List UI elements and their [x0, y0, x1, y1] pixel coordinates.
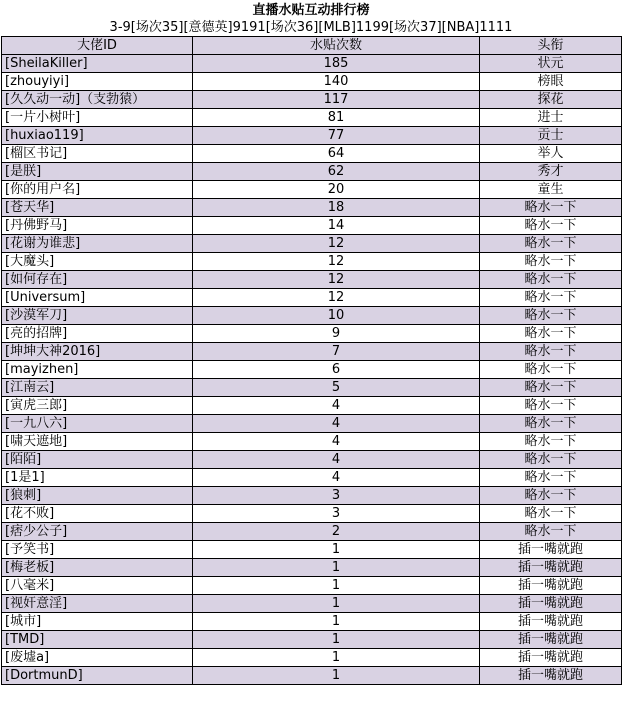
count-cell: 81 [193, 109, 480, 127]
count-cell: 1 [193, 613, 480, 631]
table-row [2, 307, 622, 325]
count-cell: 62 [193, 163, 480, 181]
table-row [2, 325, 622, 343]
table-row [2, 433, 622, 451]
user-cell: [一九八六] [2, 415, 193, 433]
rank-title-cell: 插一嘴就跑 [480, 613, 622, 631]
rank-title-cell: 略水一下 [480, 289, 622, 307]
count-cell: 12 [193, 235, 480, 253]
count-cell: 1 [193, 649, 480, 667]
count-cell: 1 [193, 541, 480, 559]
header-rank-title: 头衔 [480, 37, 622, 55]
rank-title-cell: 略水一下 [480, 343, 622, 361]
table-row [2, 397, 622, 415]
rank-title-cell: 插一嘴就跑 [480, 559, 622, 577]
count-cell: 1 [193, 667, 480, 685]
rank-title-cell: 略水一下 [480, 235, 622, 253]
rank-title-cell: 略水一下 [480, 523, 622, 541]
user-cell: [久久动一动]（支勃猿） [2, 91, 193, 109]
user-cell: [寅虎三郎] [2, 397, 193, 415]
user-cell: [苍天华] [2, 199, 193, 217]
user-cell: [SheilaKiller] [2, 55, 193, 73]
count-cell: 5 [193, 379, 480, 397]
count-cell: 1 [193, 631, 480, 649]
user-cell: [废墟a] [2, 649, 193, 667]
table-row [2, 163, 622, 181]
count-cell: 77 [193, 127, 480, 145]
rank-title-cell: 秀才 [480, 163, 622, 181]
count-cell: 140 [193, 73, 480, 91]
table-row [2, 73, 622, 91]
table-row [2, 577, 622, 595]
rank-title-cell: 略水一下 [480, 433, 622, 451]
rank-title-cell: 童生 [480, 181, 622, 199]
table-row [2, 271, 622, 289]
rank-title-cell: 进士 [480, 109, 622, 127]
user-cell: [梅老板] [2, 559, 193, 577]
count-cell: 1 [193, 559, 480, 577]
table-row [2, 649, 622, 667]
user-cell: [城市] [2, 613, 193, 631]
user-cell: [痞少公子] [2, 523, 193, 541]
user-cell: [亮的招牌] [2, 325, 193, 343]
user-cell: [视奸意淫] [2, 595, 193, 613]
count-cell: 185 [193, 55, 480, 73]
rank-title-cell: 插一嘴就跑 [480, 541, 622, 559]
table-row [2, 217, 622, 235]
table-row [2, 631, 622, 649]
rank-title-cell: 略水一下 [480, 469, 622, 487]
count-cell: 4 [193, 397, 480, 415]
user-cell: [花谢为谁悲] [2, 235, 193, 253]
user-cell: [榴区书记] [2, 145, 193, 163]
rank-title-cell: 略水一下 [480, 253, 622, 271]
rank-title-cell: 插一嘴就跑 [480, 631, 622, 649]
user-cell: [zhouyiyi] [2, 73, 193, 91]
count-cell: 2 [193, 523, 480, 541]
user-cell: [mayizhen] [2, 361, 193, 379]
table-row [2, 505, 622, 523]
table-row [2, 127, 622, 145]
ranking-table [1, 36, 622, 685]
count-cell: 20 [193, 181, 480, 199]
rank-title-cell: 插一嘴就跑 [480, 595, 622, 613]
table-row [2, 361, 622, 379]
user-cell: [八毫米] [2, 577, 193, 595]
rank-title-cell: 略水一下 [480, 505, 622, 523]
count-cell: 14 [193, 217, 480, 235]
rank-title-cell: 略水一下 [480, 487, 622, 505]
table-row [2, 451, 622, 469]
user-cell: [大魔头] [2, 253, 193, 271]
table-row [2, 667, 622, 685]
table-row [2, 541, 622, 559]
rank-title-cell: 略水一下 [480, 361, 622, 379]
table-row [2, 379, 622, 397]
user-cell: [予笑书] [2, 541, 193, 559]
user-cell: [DortmunD] [2, 667, 193, 685]
user-cell: [沙漠军刀] [2, 307, 193, 325]
count-cell: 3 [193, 487, 480, 505]
count-cell: 18 [193, 199, 480, 217]
count-cell: 7 [193, 343, 480, 361]
rank-title-cell: 举人 [480, 145, 622, 163]
count-cell: 6 [193, 361, 480, 379]
user-cell: [一片小树叶] [2, 109, 193, 127]
user-cell: [你的用户名] [2, 181, 193, 199]
table-row [2, 91, 622, 109]
table-row [2, 613, 622, 631]
table-row [2, 523, 622, 541]
table-row [2, 55, 622, 73]
table-row [2, 343, 622, 361]
rank-title-cell: 略水一下 [480, 271, 622, 289]
page-title: 直播水贴互动排行榜 [252, 3, 370, 18]
count-cell: 12 [193, 253, 480, 271]
user-cell: [如何存在] [2, 271, 193, 289]
header-count: 水贴次数 [193, 37, 480, 55]
rank-title-cell: 榜眼 [480, 73, 622, 91]
count-cell: 10 [193, 307, 480, 325]
rank-title-cell: 插一嘴就跑 [480, 577, 622, 595]
table-row [2, 145, 622, 163]
count-cell: 1 [193, 577, 480, 595]
user-cell: [1是1] [2, 469, 193, 487]
user-cell: [陌陌] [2, 451, 193, 469]
count-cell: 4 [193, 451, 480, 469]
rank-title-cell: 探花 [480, 91, 622, 109]
rank-title-cell: 略水一下 [480, 307, 622, 325]
rank-title-cell: 略水一下 [480, 397, 622, 415]
table-row [2, 415, 622, 433]
count-cell: 4 [193, 415, 480, 433]
table-row [2, 559, 622, 577]
table-row [2, 469, 622, 487]
rank-title-cell: 插一嘴就跑 [480, 667, 622, 685]
table-row [2, 487, 622, 505]
count-cell: 12 [193, 271, 480, 289]
table-row [2, 181, 622, 199]
table-row [2, 595, 622, 613]
user-cell: [花不败] [2, 505, 193, 523]
user-cell: [江南云] [2, 379, 193, 397]
user-cell: [丹佛野马] [2, 217, 193, 235]
user-cell: [坤坤大神2016] [2, 343, 193, 361]
header-user: 大佬ID [2, 37, 193, 55]
count-cell: 4 [193, 469, 480, 487]
user-cell: [huxiao119] [2, 127, 193, 145]
user-cell: [啸天遮地] [2, 433, 193, 451]
count-cell: 4 [193, 433, 480, 451]
count-cell: 64 [193, 145, 480, 163]
count-cell: 12 [193, 289, 480, 307]
rank-title-cell: 略水一下 [480, 451, 622, 469]
table-row [2, 109, 622, 127]
table-header-row [2, 37, 622, 55]
rank-title-cell: 插一嘴就跑 [480, 649, 622, 667]
rank-title-cell: 略水一下 [480, 325, 622, 343]
user-cell: [狼刺] [2, 487, 193, 505]
table-row [2, 235, 622, 253]
rank-title-cell: 贡士 [480, 127, 622, 145]
count-cell: 1 [193, 595, 480, 613]
count-cell: 3 [193, 505, 480, 523]
user-cell: [TMD] [2, 631, 193, 649]
rank-title-cell: 略水一下 [480, 199, 622, 217]
table-row [2, 199, 622, 217]
table-row [2, 253, 622, 271]
count-cell: 117 [193, 91, 480, 109]
count-cell: 9 [193, 325, 480, 343]
rank-title-cell: 状元 [480, 55, 622, 73]
rank-title-cell: 略水一下 [480, 217, 622, 235]
user-cell: [Universum] [2, 289, 193, 307]
user-cell: [是朕] [2, 163, 193, 181]
table-row [2, 289, 622, 307]
page-subtitle: 3-9[场次35][意德英]9191[场次36][MLB]1199[场次37][NBA]1111 [109, 20, 513, 35]
rank-title-cell: 略水一下 [480, 415, 622, 433]
rank-title-cell: 略水一下 [480, 379, 622, 397]
